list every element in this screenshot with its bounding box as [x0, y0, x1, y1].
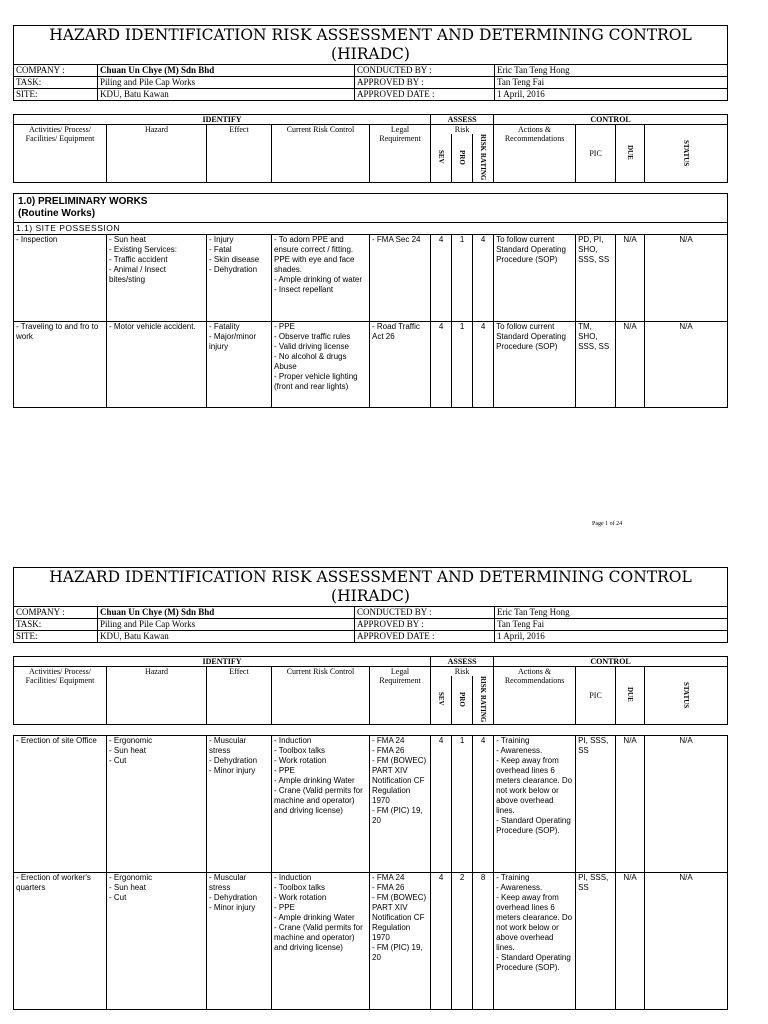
pro-cell: 2 — [452, 873, 473, 1010]
list-item: - Awareness. — [496, 883, 543, 893]
company-value: Chuan Un Chye (M) Sdn Bhd — [98, 65, 355, 77]
company-label: COMPANY : — [14, 65, 98, 77]
list-item: - Standard Operating Procedure (SOP). — [496, 816, 571, 836]
section-subtitle: (Routine Works) — [18, 208, 96, 220]
list-item: - Training — [496, 873, 530, 883]
header-table — [13, 25, 728, 101]
col-risk: Risk — [431, 125, 494, 135]
list-item: - Muscular stress — [209, 873, 247, 893]
table-row — [14, 322, 728, 408]
list-item: - Ample drinking of water — [274, 275, 363, 285]
activity-cell: - Traveling to and fro to work — [14, 322, 107, 408]
list-item: - Toolbox talks — [274, 746, 325, 756]
list-item: - FMA 26 — [372, 883, 405, 893]
list-item: - Minor injury — [209, 766, 256, 776]
document-title: HAZARD IDENTIFICATION RISK ASSESSMENT AND DETERMINING CONTROL (HIRADC) — [14, 26, 728, 65]
assess-group: ASSESS — [431, 115, 494, 125]
list-item: - Sun heat — [109, 235, 146, 245]
pic-cell: PI, SSS, SS — [576, 873, 616, 1010]
task-label: TASK: — [14, 77, 98, 89]
control-cell — [272, 873, 370, 1010]
pro-cell: 1 — [452, 235, 473, 322]
date-label: APPROVED DATE : — [355, 89, 495, 101]
col-rating: RISK RATING — [479, 134, 488, 181]
list-item: - Existing Services: — [109, 245, 178, 255]
due-cell: N/A — [616, 873, 645, 1010]
conducted-label: CONDUCTED BY : — [355, 65, 495, 77]
approved-label: APPROVED BY : — [355, 77, 495, 89]
list-item: - Observe traffic rules — [274, 332, 351, 342]
col-risk: Risk — [431, 667, 494, 677]
list-item: - Cut — [109, 756, 127, 766]
status-cell: N/A — [645, 322, 728, 408]
col-due: DUE — [626, 687, 635, 703]
status-cell: N/A — [645, 235, 728, 322]
pic-cell: PI, SSS, SS — [576, 736, 616, 873]
list-item: - Ample drinking Water — [274, 776, 355, 786]
list-item: - Induction — [274, 736, 312, 746]
task-label: TASK: — [14, 619, 98, 631]
col-pro: PRO — [458, 691, 467, 707]
control-cell — [272, 322, 370, 408]
approved-value: Tan Teng Fai — [495, 77, 728, 89]
date-value: 1 April, 2016 — [495, 631, 728, 643]
assess-group: ASSESS — [431, 657, 494, 667]
task-value: Piling and Pile Cap Works — [98, 619, 355, 631]
rating-cell: 8 — [473, 873, 494, 1010]
list-item: - Induction — [274, 873, 312, 883]
list-item: - Ergonomic — [109, 873, 153, 883]
page-number: Page 1 of 24 — [592, 521, 623, 527]
list-item: - Fatality — [209, 322, 240, 332]
effect-cell — [207, 235, 272, 322]
sev-cell: 4 — [431, 322, 452, 408]
status-cell: N/A — [645, 873, 728, 1010]
list-item: - Valid driving license — [274, 342, 349, 352]
actions-cell — [494, 873, 576, 1010]
effect-cell — [207, 322, 272, 408]
page-1 — [13, 25, 728, 408]
actions-cell: To follow current Standard Operating Procedure (SOP) — [494, 235, 576, 322]
legal-cell: - FMA Sec 24 — [370, 235, 431, 322]
col-sev: SEV — [437, 692, 446, 706]
list-item: - Awareness. — [496, 746, 543, 756]
table-row — [14, 235, 728, 322]
list-item: - Crane (Valid permits for machine and operator) and driving license) — [274, 923, 363, 953]
actions-cell — [494, 736, 576, 873]
col-rating: RISK RATING — [479, 676, 488, 723]
col-status: STATUS — [682, 139, 691, 166]
list-item: - FM (PIC) 19, 20 — [372, 806, 423, 826]
subsection-heading: 1.1) SITE POSSESSION — [14, 223, 728, 235]
col-current-control: Current Risk Control — [272, 667, 370, 725]
rating-cell: 4 — [473, 736, 494, 873]
control-group: CONTROL — [494, 115, 728, 125]
pro-cell: 1 — [452, 736, 473, 873]
col-actions: Actions & Recommendations — [494, 667, 576, 725]
list-item: - Work rotation — [274, 893, 327, 903]
col-legal: Legal Requirement — [370, 667, 431, 725]
col-hazard: Hazard — [107, 667, 207, 725]
col-current-control: Current Risk Control — [272, 125, 370, 183]
company-label: COMPANY : — [14, 607, 98, 619]
list-item: - Motor vehicle accident. — [109, 322, 196, 332]
list-item: - Skin disease — [209, 255, 260, 265]
col-due: DUE — [626, 145, 635, 161]
list-item: - PPE — [274, 322, 295, 332]
list-item: - Ergonomic — [109, 736, 153, 746]
list-item: - Sun heat — [109, 746, 146, 756]
col-effect: Effect — [207, 667, 272, 725]
col-pic: PIC — [576, 667, 616, 725]
pro-cell: 1 — [452, 322, 473, 408]
due-cell: N/A — [616, 235, 645, 322]
site-label: SITE: — [14, 89, 98, 101]
rating-cell: 4 — [473, 322, 494, 408]
section-title: 1.0) PRELIMINARY WORKS — [18, 196, 148, 208]
pic-cell: TM, SHO, SSS, SS — [576, 322, 616, 408]
date-value: 1 April, 2016 — [495, 89, 728, 101]
hazard-cell — [107, 873, 207, 1010]
list-item: - Toolbox talks — [274, 883, 325, 893]
list-item: - FM (BOWEC) PART XIV Notification CF Regulation 1970 — [372, 893, 427, 943]
list-item: - FMA 26 — [372, 746, 405, 756]
sev-cell: 4 — [431, 235, 452, 322]
date-label: APPROVED DATE : — [355, 631, 495, 643]
col-sev: SEV — [437, 150, 446, 164]
col-effect: Effect — [207, 125, 272, 183]
list-item: - Proper vehicle lighting (front and rear lights) — [274, 372, 358, 392]
table-row — [14, 873, 728, 1010]
hazard-cell — [107, 322, 207, 408]
activity-cell: - Erection of site Office — [14, 736, 107, 873]
sev-cell: 4 — [431, 873, 452, 1010]
header-table — [13, 567, 728, 643]
list-item: - Keep away from overhead lines 6 meters clearance. Do not work below or above overhead lines. — [496, 893, 573, 953]
list-item: - Insect repellant — [274, 285, 334, 295]
site-value: KDU, Batu Kawan — [98, 89, 355, 101]
conducted-value: Eric Tan Teng Hong — [495, 65, 728, 77]
hiradc-table — [13, 114, 728, 408]
list-item: - Ample drinking Water — [274, 913, 355, 923]
legal-cell — [370, 873, 431, 1010]
hazard-cell — [107, 736, 207, 873]
col-activities: Activities/ Process/ Facilities/ Equipment — [14, 667, 107, 725]
due-cell: N/A — [616, 736, 645, 873]
section-heading — [14, 194, 728, 223]
list-item: - Standard Operating Procedure (SOP). — [496, 953, 571, 973]
list-item: - Fatal — [209, 245, 232, 255]
col-pic: PIC — [576, 125, 616, 183]
site-value: KDU, Batu Kawan — [98, 631, 355, 643]
list-item: - Traffic accident — [109, 255, 168, 265]
col-legal: Legal Requirement — [370, 125, 431, 183]
rating-cell: 4 — [473, 235, 494, 322]
col-activities: Activities/ Process/ Facilities/ Equipment — [14, 125, 107, 183]
identify-group: IDENTIFY — [14, 657, 431, 667]
col-actions: Actions & Recommendations — [494, 125, 576, 183]
list-item: - Keep away from overhead lines 6 meters clearance. Do not work below or above overhead lines. — [496, 756, 573, 816]
hazard-cell — [107, 235, 207, 322]
legal-cell: - Road Traffic Act 26 — [370, 322, 431, 408]
list-item: - Minor injury — [209, 903, 256, 913]
list-item: - Crane (Valid permits for machine and operator) and driving license) — [274, 786, 363, 816]
status-cell: N/A — [645, 736, 728, 873]
list-item: - FMA 24 — [372, 736, 405, 746]
list-item: - Injury — [209, 235, 234, 245]
list-item: - Dehydration — [209, 893, 258, 903]
list-item: - FM (BOWEC) PART XIV Notification CF Regulation 1970 — [372, 756, 427, 806]
list-item: - PPE — [274, 766, 295, 776]
legal-cell — [370, 736, 431, 873]
list-item: - Training — [496, 736, 530, 746]
page-2 — [13, 567, 728, 1010]
identify-group: IDENTIFY — [14, 115, 431, 125]
conducted-value: Eric Tan Teng Hong — [495, 607, 728, 619]
list-item: - Muscular stress — [209, 736, 247, 756]
approved-value: Tan Teng Fai — [495, 619, 728, 631]
pic-cell: PD, PI, SHO, SSS, SS — [576, 235, 616, 322]
site-label: SITE: — [14, 631, 98, 643]
actions-cell: To follow current Standard Operating Procedure (SOP) — [494, 322, 576, 408]
list-item: - FM (PIC) 19, 20 — [372, 943, 423, 963]
control-cell — [272, 736, 370, 873]
task-value: Piling and Pile Cap Works — [98, 77, 355, 89]
list-item: - To adorn PPE and ensure correct / fitting. PPE with eye and face shades. — [274, 235, 355, 275]
list-item: - Dehydration — [209, 756, 258, 766]
hiradc-table — [13, 656, 728, 1010]
col-status: STATUS — [682, 681, 691, 708]
due-cell: N/A — [616, 322, 645, 408]
list-item: - Work rotation — [274, 756, 327, 766]
activity-cell: - Inspection — [14, 235, 107, 322]
col-pro: PRO — [458, 149, 467, 165]
control-cell — [272, 235, 370, 322]
list-item: - Cut — [109, 893, 127, 903]
effect-cell — [207, 736, 272, 873]
sev-cell: 4 — [431, 736, 452, 873]
activity-cell: - Erection of worker's quarters — [14, 873, 107, 1010]
effect-cell — [207, 873, 272, 1010]
conducted-label: CONDUCTED BY : — [355, 607, 495, 619]
list-item: - FMA 24 — [372, 873, 405, 883]
list-item: - Sun heat — [109, 883, 146, 893]
document-title: HAZARD IDENTIFICATION RISK ASSESSMENT AND DETERMINING CONTROL (HIRADC) — [14, 568, 728, 607]
list-item: - No alcohol & drugs Abuse — [274, 352, 347, 372]
list-item: - Animal / Insect bites/sting — [109, 265, 166, 285]
approved-label: APPROVED BY : — [355, 619, 495, 631]
control-group: CONTROL — [494, 657, 728, 667]
list-item: - Major/minor injury — [209, 332, 257, 352]
company-value: Chuan Un Chye (M) Sdn Bhd — [98, 607, 355, 619]
list-item: - Dehydration — [209, 265, 258, 275]
col-hazard: Hazard — [107, 125, 207, 183]
table-row — [14, 736, 728, 873]
list-item: - PPE — [274, 903, 295, 913]
